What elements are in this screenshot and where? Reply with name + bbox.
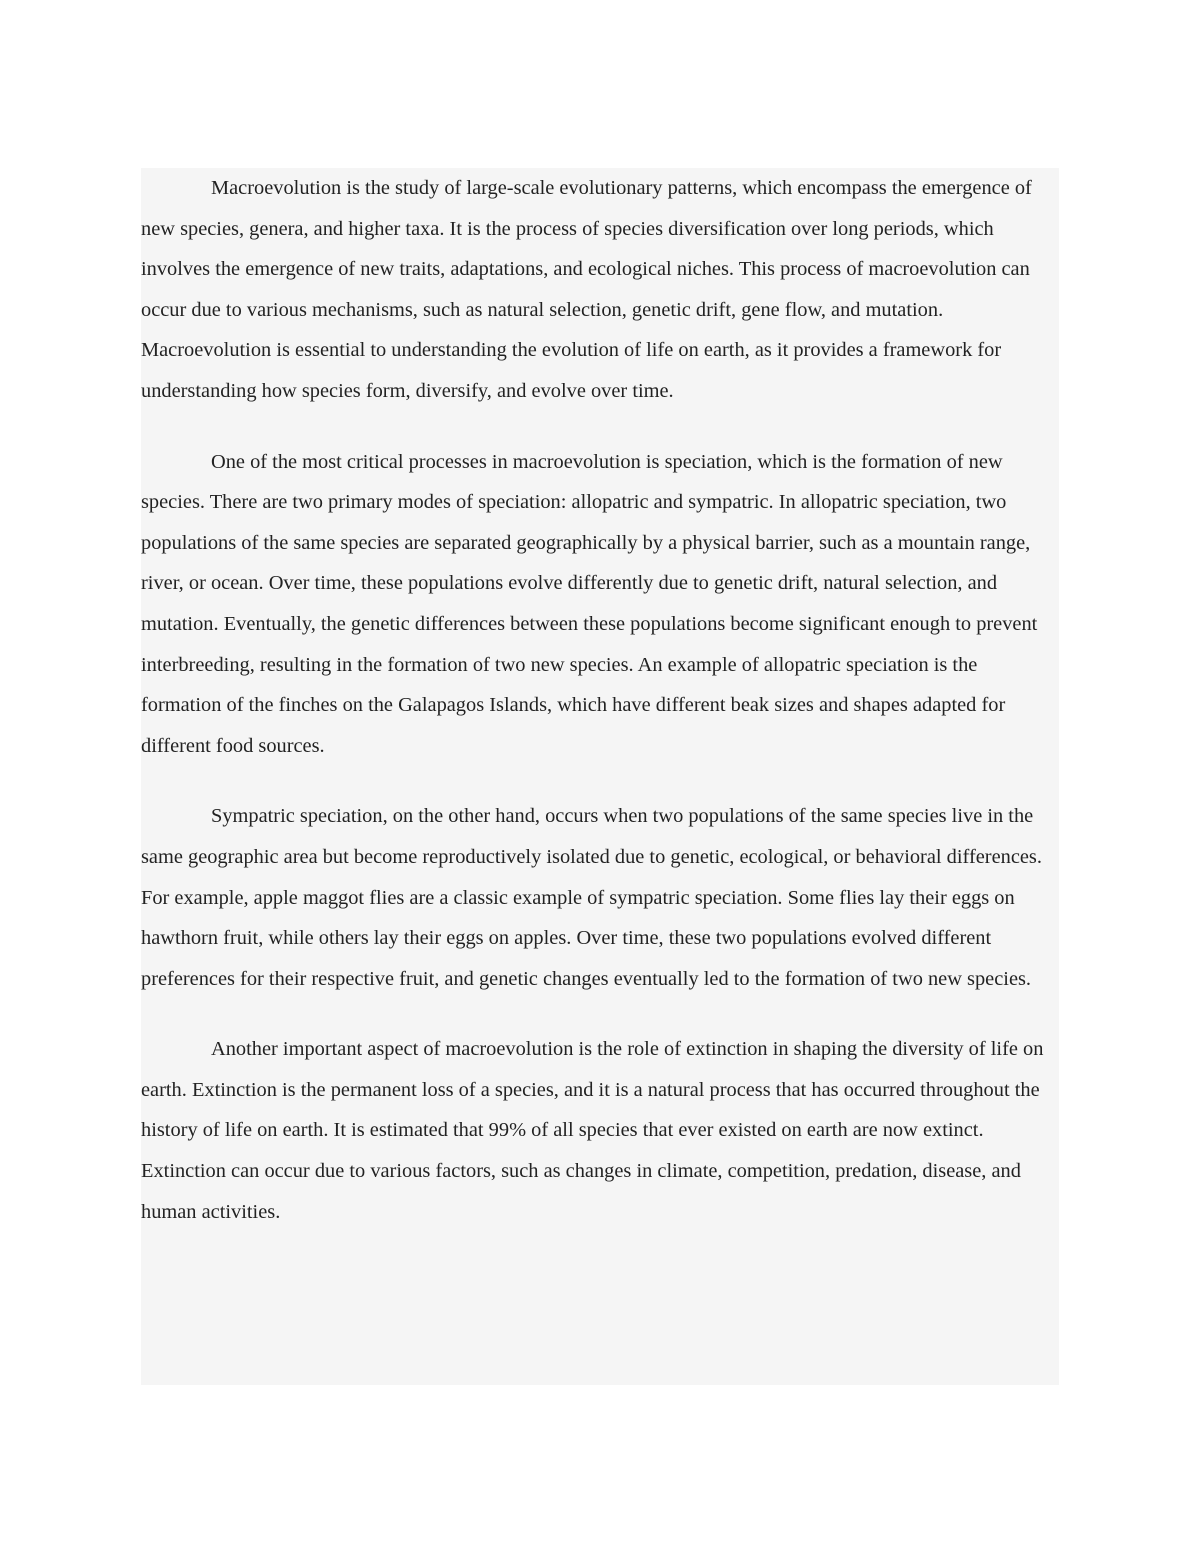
paragraph-allopatric-speciation: One of the most critical processes in macroevolution is speciation, which is the formation of new species. There are two primary modes of speciation: allopatric and sympatric. In allopatric speciation, two populations of the same species are separated geographically by a physical barrier, such as a mountain range, river, or ocean. Over time, these populations evolve differently due to genetic drift, natural selection, and mutation. Eventually, the genetic differences between these populations become significant enough to prevent interbreeding, resulting in the formation of two new species. An example of allopatric speciation is the formation of the finches on the Galapagos Islands, which have different beak sizes and shapes adapted for different food sources. — [141, 450, 1038, 757]
paragraph-extinction: Another important aspect of macroevolution is the role of extinction in shaping the diversity of life on earth. Extinction is the permanent loss of a species, and it is a natural process that has occurred throughout the history of life on earth. It is estimated that 99% of all species that ever existed on earth are now extinct. Extinction can occur due to various factors, such as changes in climate, competition, predation, disease, and human activities. — [141, 1038, 1044, 1223]
paragraph-sympatric-speciation: Sympatric speciation, on the other hand, occurs when two populations of the same species live in the same geographic area but become reproductively isolated due to genetic, ecological, or behavioral differences. For example, apple maggot flies are a classic example of sympatric speciation. Some flies lay their eggs on hawthorn fruit, while others lay their eggs on apples. Over time, these two populations evolved different preferences for their respective fruit, and genetic changes eventually led to the formation of two new species. — [141, 805, 1042, 990]
document-text-block — [141, 168, 1059, 1385]
paragraph-macroevolution-definition: Macroevolution is the study of large-scale evolutionary patterns, which encompass the emergence of new species, genera, and higher taxa. It is the process of species diversification over long periods, which involves the emergence of new traits, adaptations, and ecological niches. This process of macroevolution can occur due to various mechanisms, such as natural selection, genetic drift, gene flow, and mutation. Macroevolution is essential to understanding the evolution of life on earth, as it provides a framework for understanding how species form, diversify, and evolve over time. — [141, 177, 1032, 402]
